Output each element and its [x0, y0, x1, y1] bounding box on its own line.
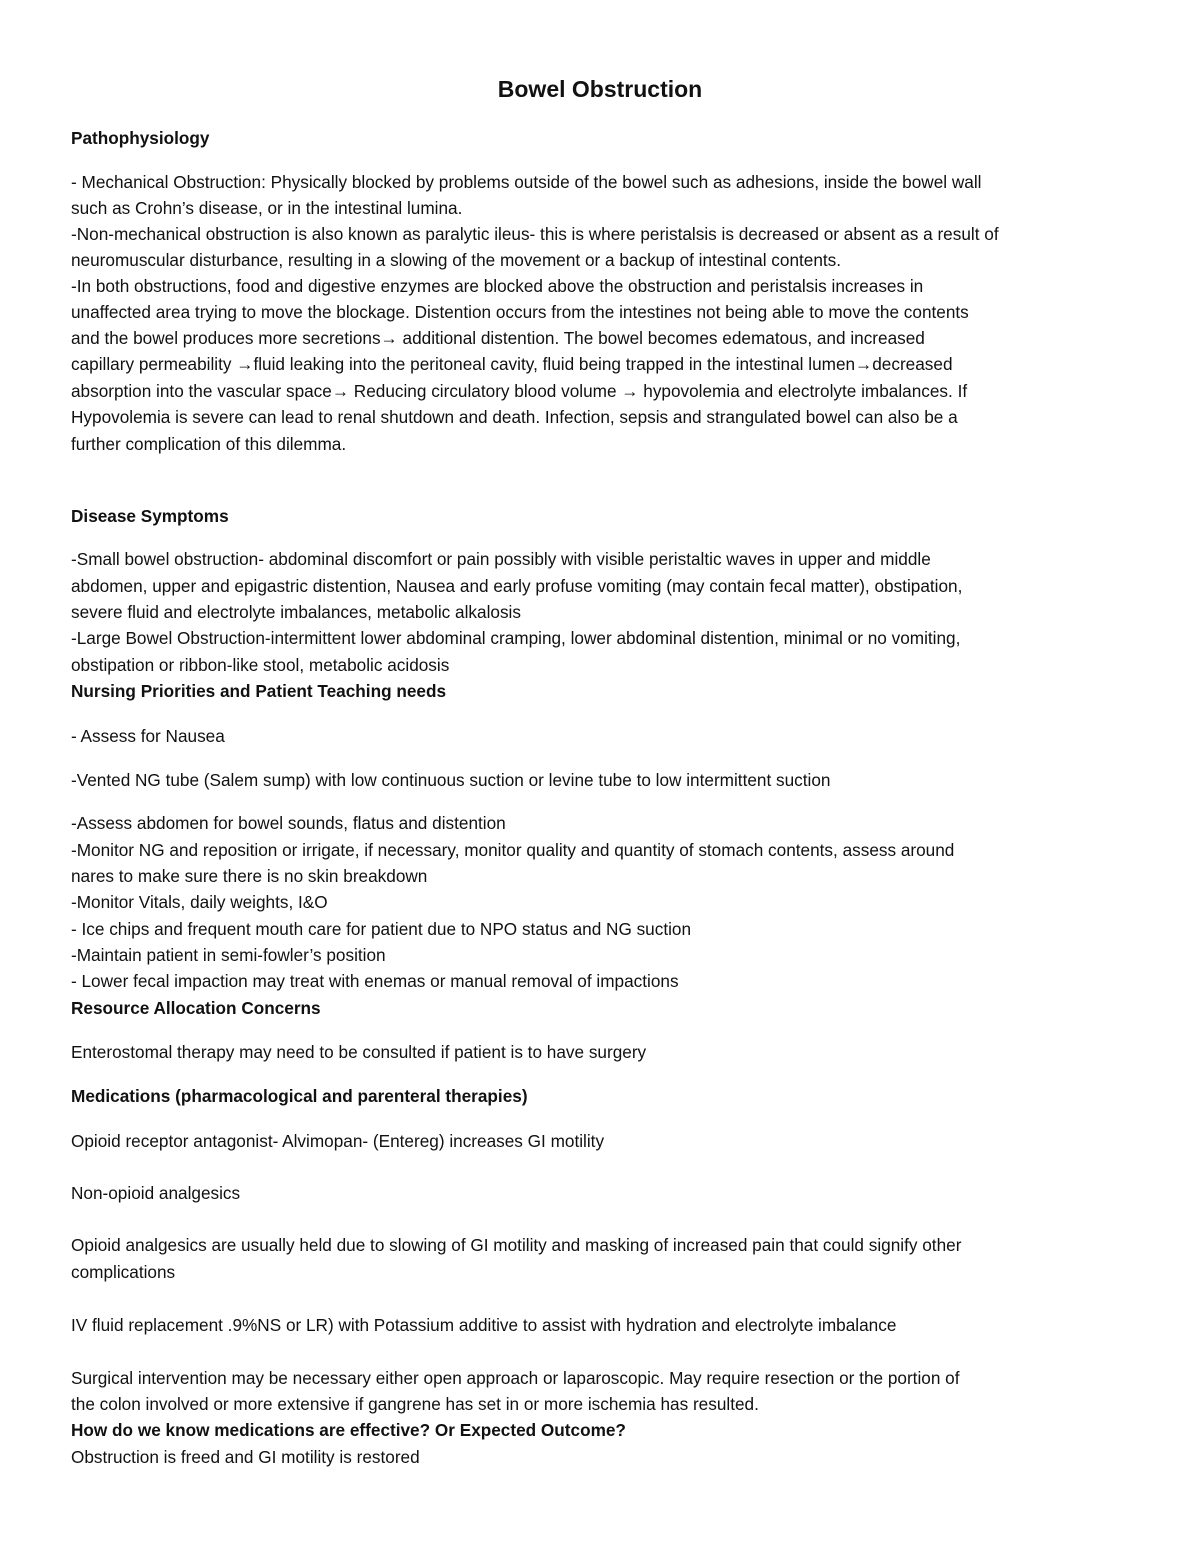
text-line: neuromuscular disturbance, resulting in a slowing of the movement or a backup of intestinal contents.: [71, 250, 842, 270]
section-heading-pathophysiology: Pathophysiology: [71, 128, 210, 148]
text-line: Opioid analgesics are usually held due to slowing of GI motility and masking of increased pain that could signify other: [71, 1235, 962, 1255]
text-line: -Assess abdomen for bowel sounds, flatus and distention: [71, 813, 506, 833]
section-heading-nursing-priorities: Nursing Priorities and Patient Teaching needs: [71, 681, 447, 701]
text-line: Enterostomal therapy may need to be consulted if patient is to have surgery: [71, 1042, 647, 1062]
text-line: complications: [71, 1262, 176, 1282]
text-line: unaffected area trying to move the blockage. Distention occurs from the intestines not being able to move the contents: [71, 302, 969, 322]
text-line: -Large Bowel Obstruction-intermittent lower abdominal cramping, lower abdominal distention, minimal or no vomiting,: [71, 628, 961, 648]
text-line: - Assess for Nausea: [71, 726, 225, 746]
text-line: Opioid receptor antagonist- Alvimopan- (Entereg) increases GI motility: [71, 1131, 605, 1151]
text-line: -Small bowel obstruction- abdominal discomfort or pain possibly with visible peristaltic waves in upper and middle: [71, 549, 931, 569]
text-line: Surgical intervention may be necessary either open approach or laparoscopic. May require resection or the portion of: [71, 1368, 960, 1388]
text-line: nares to make sure there is no skin breakdown: [71, 866, 428, 886]
section-heading-resource-allocation: Resource Allocation Concerns: [71, 998, 321, 1018]
text-line: IV fluid replacement .9%NS or LR) with Potassium additive to assist with hydration and electrolyte imbalance: [71, 1315, 897, 1335]
text-line: - Mechanical Obstruction: Physically blocked by problems outside of the bowel such as adhesions, inside the bowel wall: [71, 172, 982, 192]
text-line: -Monitor NG and reposition or irrigate, if necessary, monitor quality and quantity of stomach contents, assess around: [71, 840, 955, 860]
section-heading-disease-symptoms: Disease Symptoms: [71, 506, 229, 526]
text-line: -Non-mechanical obstruction is also known as paralytic ileus- this is where peristalsis is decreased or absent as a result of: [71, 224, 999, 244]
text-line: -Monitor Vitals, daily weights, I&O: [71, 892, 328, 912]
section-heading-expected-outcome: How do we know medications are effective? Or Expected Outcome?: [71, 1420, 626, 1440]
text-line: capillary permeability →fluid leaking into the peritoneal cavity, fluid being trapped in the intestinal lumen→decreased: [71, 354, 953, 374]
text-line: the colon involved or more extensive if gangrene has set in or more ischemia has resulted.: [71, 1394, 759, 1414]
text-line: obstipation or ribbon-like stool, metabolic acidosis: [71, 655, 450, 675]
text-line: -Vented NG tube (Salem sump) with low continuous suction or levine tube to low intermittent suction: [71, 770, 831, 790]
text-line: -In both obstructions, food and digestive enzymes are blocked above the obstruction and peristalsis increases in: [71, 276, 924, 296]
text-line: Non-opioid analgesics: [71, 1183, 241, 1203]
text-line: - Lower fecal impaction may treat with enemas or manual removal of impactions: [71, 971, 679, 991]
text-line: severe fluid and electrolyte imbalances, metabolic alkalosis: [71, 602, 521, 622]
text-line: -Maintain patient in semi-fowler’s position: [71, 945, 386, 965]
text-line: Hypovolemia is severe can lead to renal shutdown and death. Infection, sepsis and strangulated bowel can also be a: [71, 407, 958, 427]
section-heading-medications: Medications (pharmacological and parenteral therapies): [71, 1086, 528, 1106]
text-line: and the bowel produces more secretions→ additional distention. The bowel becomes edematous, and increased: [71, 328, 925, 348]
text-line: - Ice chips and frequent mouth care for patient due to NPO status and NG suction: [71, 919, 692, 939]
text-line: abdomen, upper and epigastric distention, Nausea and early profuse vomiting (may contain fecal matter), obstipation,: [71, 576, 963, 596]
text-line: further complication of this dilemma.: [71, 434, 347, 454]
document-title: Bowel Obstruction: [497, 76, 703, 102]
text-line: Obstruction is freed and GI motility is restored: [71, 1447, 420, 1467]
text-line: such as Crohn’s disease, or in the intestinal lumina.: [71, 198, 463, 218]
text-line: absorption into the vascular space→ Reducing circulatory blood volume → hypovolemia and electrolyte imbalances. If: [71, 381, 968, 401]
